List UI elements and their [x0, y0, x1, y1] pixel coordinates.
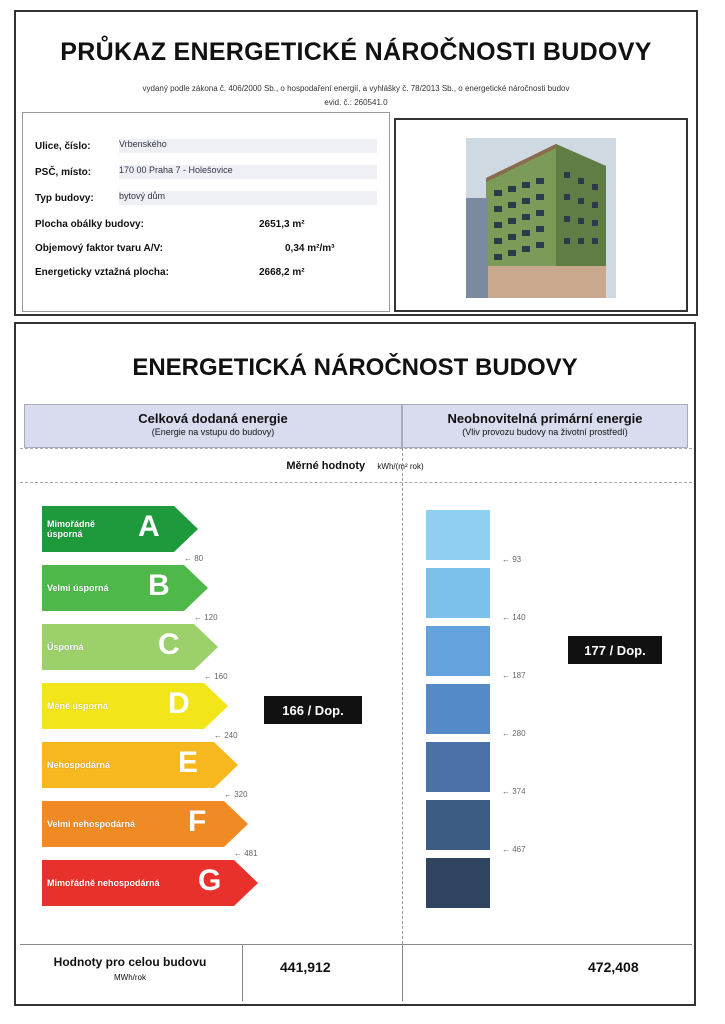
class-label-f: Velmi nehospodárná: [47, 819, 136, 829]
footer-separator-2: [402, 945, 403, 1001]
class-threshold-f: ← 481: [234, 849, 258, 858]
primary-threshold-4: ← 280: [502, 729, 526, 738]
whole-building-label: Hodnoty pro celou budovu: [53, 955, 207, 969]
class-threshold-e: ← 320: [224, 790, 248, 799]
column-divider: [402, 448, 403, 944]
whole-building-unit: MWh/rok: [114, 973, 146, 982]
primary-bar-6: [426, 800, 490, 850]
energy-title: ENERGETICKÁ NÁROČNOST BUDOVY: [132, 354, 578, 381]
energy-performance-box: [14, 322, 696, 1006]
class-arrow-c: [42, 624, 218, 670]
delivered-energy-subtitle: (Energie na vstupu do budovy): [151, 427, 275, 437]
specific-values-units: kWh/(m² rok): [377, 462, 424, 471]
factor-label: Objemový faktor tvaru A/V:: [35, 243, 163, 254]
primary-energy-title: Neobnovitelná primární energie: [447, 411, 643, 426]
delivered-energy-marker: 166 / Dop.: [264, 696, 362, 724]
footer-separator-1: [242, 945, 243, 1001]
street-label: Ulice, číslo:: [35, 141, 91, 152]
primary-threshold-1: ← 93: [502, 555, 522, 564]
class-label-b: Velmi úsporná: [47, 583, 109, 593]
building-photo-frame: [394, 118, 688, 312]
class-letter-f: F: [188, 805, 207, 838]
class-threshold-d: ← 240: [214, 731, 238, 740]
psc-value: 170 00 Praha 7 - Holešovice: [119, 165, 377, 179]
building-photo: [466, 138, 616, 298]
primary-bar-2: [426, 568, 490, 618]
class-arrow-b: [42, 565, 208, 611]
class-label-d: Méně úsporná: [47, 701, 109, 711]
primary-threshold-2: ← 140: [502, 613, 526, 622]
energy-area-value: 2668,2 m²: [259, 267, 305, 278]
energy-area-label: Energeticky vztažná plocha:: [35, 267, 169, 278]
header-divider: [20, 448, 692, 449]
whole-building-row: [20, 944, 692, 1001]
class-arrow-d: [42, 683, 228, 729]
primary-threshold-6: ← 467: [502, 845, 526, 854]
factor-value: 0,34 m²/m³: [285, 243, 335, 254]
specific-values-row: [16, 460, 694, 472]
primary-energy-marker: 177 / Dop.: [568, 636, 662, 664]
primary-bar-4: [426, 684, 490, 734]
primary-threshold-5: ← 374: [502, 787, 526, 796]
primary-bar-3: [426, 626, 490, 676]
evidence-number: evid. č.: 260541.0: [324, 98, 388, 107]
certificate-subtitle: vydaný podle zákona č. 406/2000 Sb., o hospodaření energií, a vyhlášky č. 78/2013 Sb., o energetické náročnosti budov: [142, 84, 570, 93]
class-arrow-a: [42, 506, 198, 552]
primary-energy-total: 472,408: [588, 959, 639, 975]
primary-bar-5: [426, 742, 490, 792]
class-arrow-e: [42, 742, 238, 788]
class-threshold-c: ← 160: [204, 672, 228, 681]
class-letter-d: D: [168, 687, 190, 720]
class-label-c: Úsporná: [47, 642, 84, 652]
specific-values-label: Měrné hodnoty: [286, 460, 366, 472]
primary-threshold-3: ← 187: [502, 671, 526, 680]
primary-bar-1: [426, 510, 490, 560]
class-label-a: Mimořádně úsporná: [47, 519, 96, 539]
class-letter-a: A: [138, 510, 160, 543]
area-label: Plocha obálky budovy:: [35, 219, 144, 230]
class-letter-g: G: [198, 864, 222, 897]
area-value: 2651,3 m²: [259, 219, 305, 230]
delivered-energy-title: Celková dodaná energie: [138, 411, 288, 426]
class-threshold-a: ← 80: [184, 554, 204, 563]
class-letter-c: C: [158, 628, 180, 661]
delivered-energy-header: [24, 404, 402, 448]
class-letter-b: B: [148, 569, 170, 602]
type-label: Typ budovy:: [35, 193, 94, 204]
class-label-g: Mimořádně nehospodárná: [47, 878, 160, 888]
certificate-title: PRŮKAZ ENERGETICKÉ NÁROČNOSTI BUDOVY: [60, 38, 652, 66]
class-arrow-g: [42, 860, 258, 906]
psc-label: PSČ, místo:: [35, 167, 92, 178]
primary-energy-header: [402, 404, 688, 448]
primary-energy-subtitle: (Vliv provozu budovy na životní prostředí): [462, 427, 628, 437]
type-value: bytový dům: [119, 191, 377, 205]
class-threshold-b: ← 120: [194, 613, 218, 622]
class-arrow-f: [42, 801, 248, 847]
street-value: Vrbenského: [119, 139, 377, 153]
delivered-energy-total: 441,912: [280, 959, 331, 975]
subheader-divider: [20, 482, 692, 483]
primary-bar-7: [426, 858, 490, 908]
class-letter-e: E: [178, 746, 199, 779]
class-label-e: Nehospodárná: [47, 760, 111, 770]
building-info-box: [22, 112, 390, 312]
